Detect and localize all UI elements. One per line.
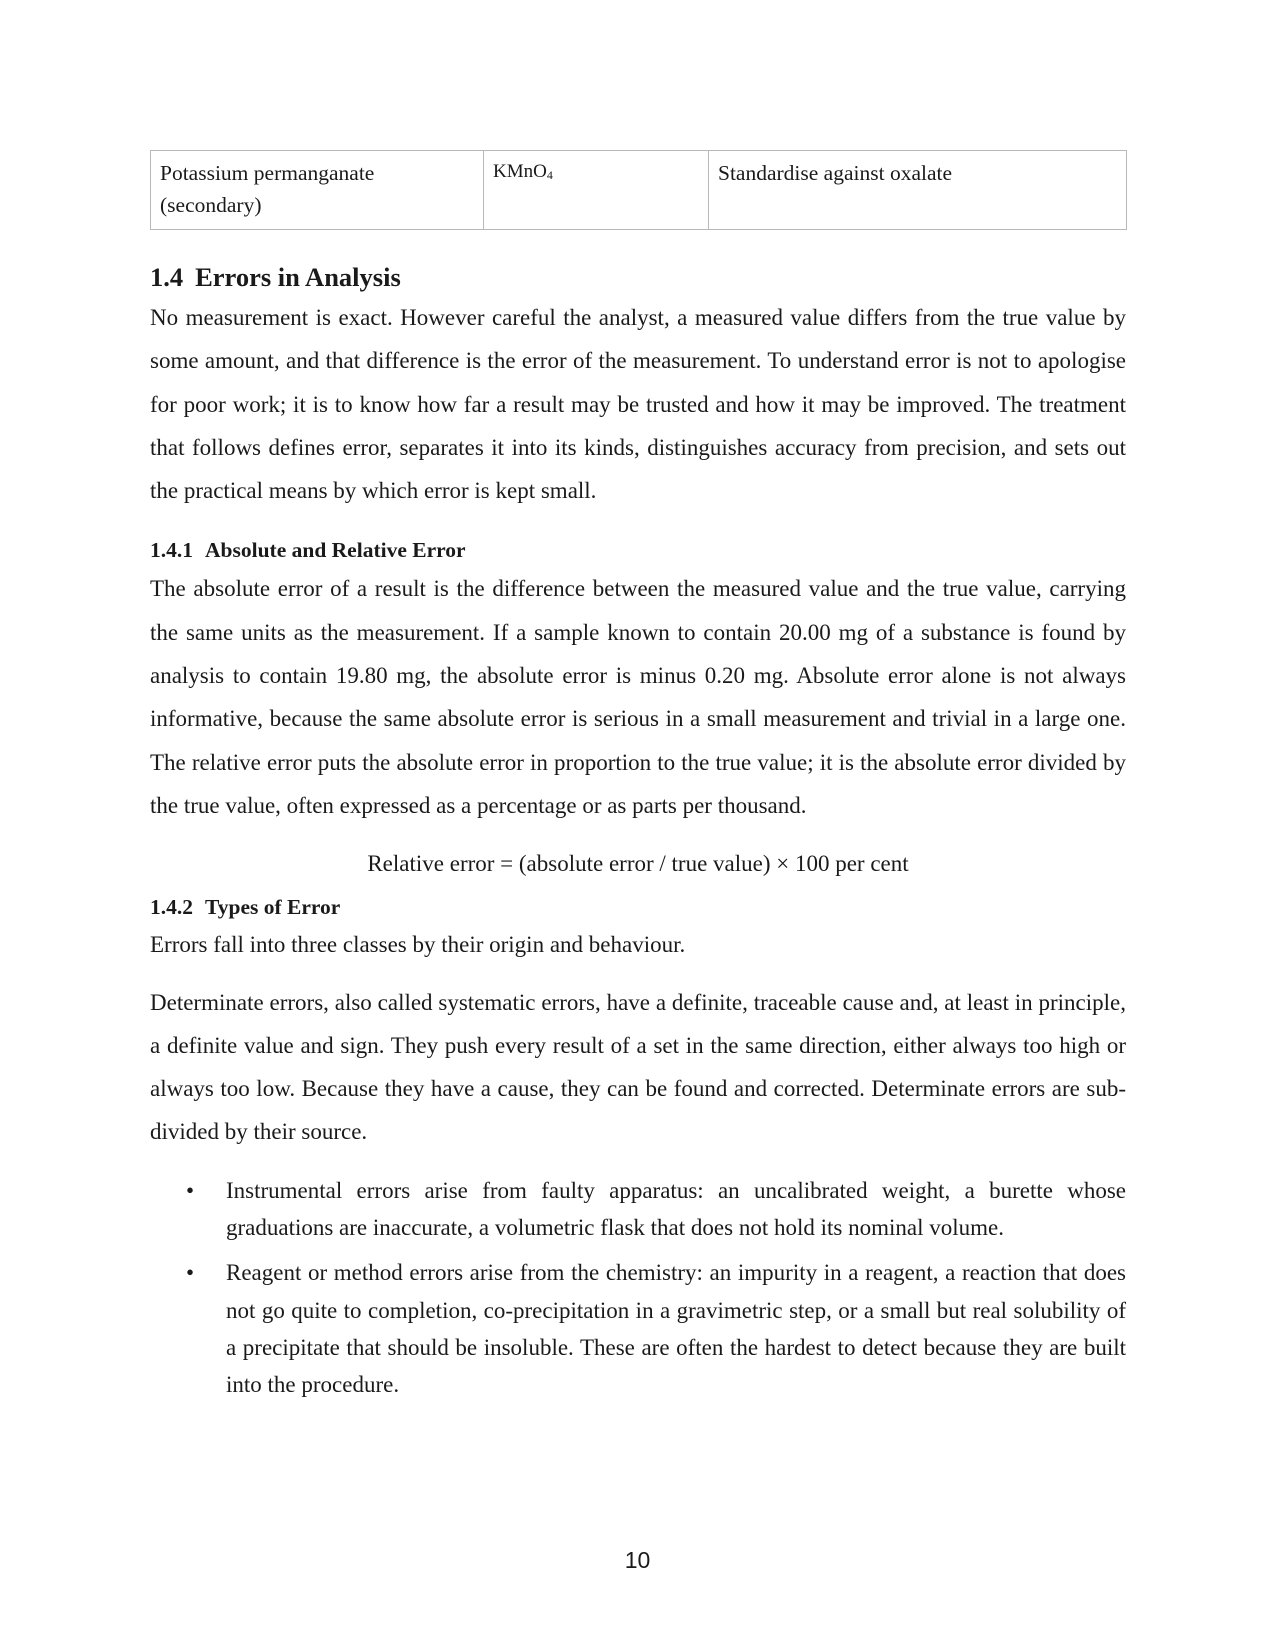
- bullet-icon: •: [186, 1177, 195, 1203]
- subsection-heading: [150, 534, 1126, 566]
- absolute-relative-paragraph: The absolute error of a result is the difference between the measured value and the true value, carrying the same units as the measurement. If a sample known to contain 20.00 mg of a substance is found by analysis to contain 19.80 mg, the absolute error is minus 0.20 mg. Absolute error alone is not always informative, because the same absolute error is serious in a small measurement and trivial in a large one. The relative error puts the absolute error in proportion to the true value; it is the absolute error divided by the true value, often expressed as a percentage or as parts per thousand.: [150, 576, 1126, 818]
- types-lead-paragraph: Errors fall into three classes by their origin and behaviour.: [150, 932, 686, 958]
- section-number: 1.4: [150, 262, 184, 292]
- subsection-number: 1.4.1: [150, 538, 193, 563]
- subsection-heading: [150, 891, 1126, 923]
- reagent-table: [150, 150, 1127, 230]
- list-item-text: Reagent or method errors arise from the chemistry: an impurity in a reagent, a reaction that does not go quite to completion, co-precipitation in a gravimetric step, or a small but real solubility of a precipitate that should be insoluble. These are often the hardest to detect because they are built into the procedure.: [226, 1260, 1126, 1398]
- reagent-name-cell: Potassium permanganate (secondary): [151, 151, 484, 230]
- subsection-title: Types of Error: [205, 895, 341, 920]
- list-item: [150, 1254, 1126, 1403]
- subsection-title: Absolute and Relative Error: [205, 538, 466, 563]
- determinate-errors-paragraph: Determinate errors, also called systematic errors, have a definite, traceable cause and, at least in principle, a definite value and sign. They push every result of a set in the same direction, either always too high or always too low. Because they have a cause, they can be found and corrected. Determinate errors are sub-divided by their source.: [150, 989, 1126, 1145]
- reagent-note-cell: Standardise against oxalate: [709, 151, 1127, 230]
- list-item: [150, 1172, 1126, 1247]
- section-heading: [150, 258, 1126, 296]
- reagent-formula-cell: [484, 151, 709, 230]
- table-row: [151, 151, 1127, 230]
- list-item-text: Instrumental errors arise from faulty apparatus: an uncalibrated weight, a burette whose graduations are inaccurate, a volumetric flask that does not hold its nominal volume.: [226, 1177, 1126, 1241]
- section-intro-paragraph: No measurement is exact. However careful the analyst, a measured value differs from the true value by some amount, and that difference is the error of the measurement. To understand error is not to apologise for poor work; it is to know how far a result may be trusted and how it may be improved. The treatment that follows defines error, separates it into its kinds, distinguishes accuracy from precision, and sets out the practical means by which error is kept small.: [150, 305, 1126, 504]
- page-number: 10: [624, 1547, 651, 1573]
- error-source-list: [150, 1172, 1126, 1404]
- formula-base: KMnO: [493, 161, 547, 182]
- bullet-icon: •: [186, 1260, 195, 1286]
- relative-error-formula: Relative error = (absolute error / true value) × 100 per cent: [367, 851, 909, 877]
- document-page: [150, 150, 1126, 1404]
- section-title: Errors in Analysis: [195, 262, 401, 292]
- formula-subscript: 4: [546, 168, 553, 182]
- subsection-number: 1.4.2: [150, 895, 193, 920]
